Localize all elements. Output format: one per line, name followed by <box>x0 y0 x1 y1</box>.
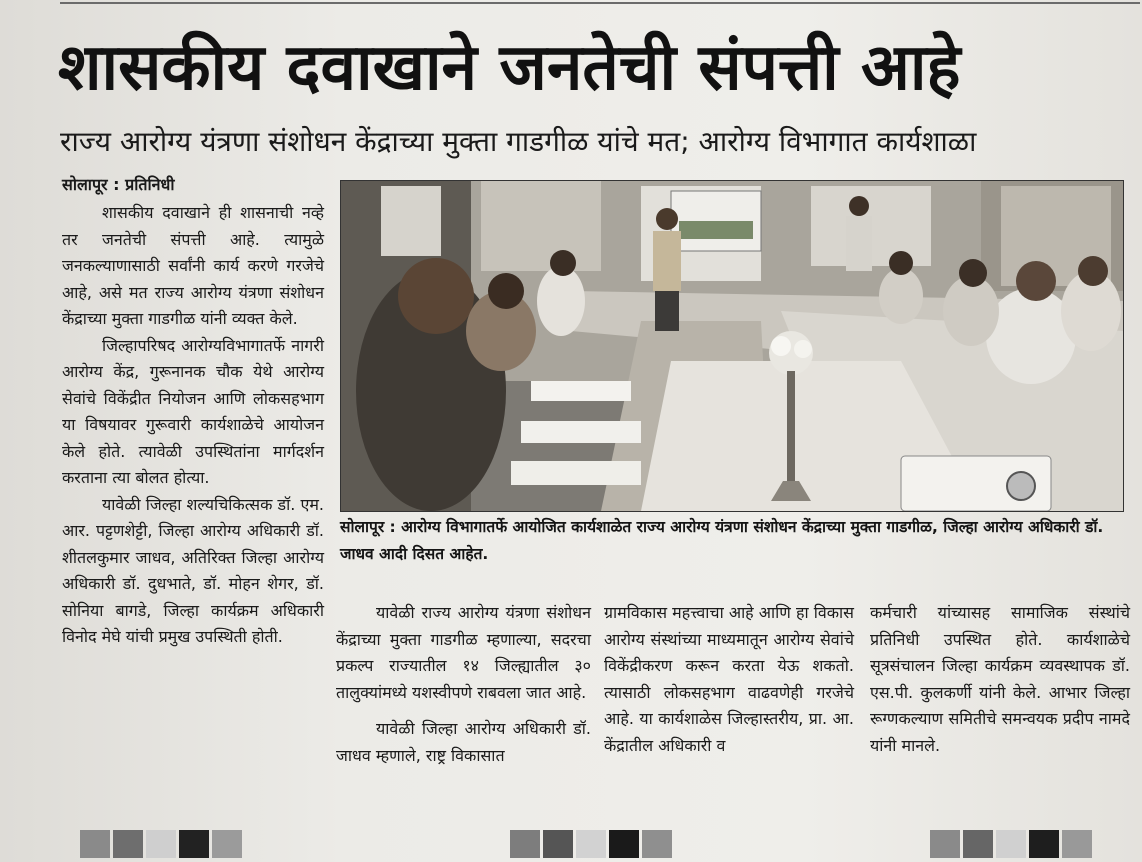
col2-paragraph-1: यावेळी राज्य आरोग्य यंत्रणा संशोधन केंद्राच्या मुक्ता गाडगीळ म्हणाल्या, सदरचा प्रकल्प राज्यातील १४ जिल्ह्यातील ३० तालुक्यांमध्ये यशस्वीपणे राबवला जात आहे. <box>336 603 591 702</box>
col1-paragraph-3: यावेळी जिल्हा शल्यचिकित्सक डॉ. एम. आर. पट्टणशेट्टी, जिल्हा आरोग्य अधिकारी डॉ. शीतलकुमार जाधव, अतिरिक्त जिल्हा आरोग्य अधिकारी डॉ. दुधभाते, डॉ. मोहन शेगर, डॉ. सोनिया बागडे, जिल्हा कार्यक्रम अधिकारी विनोद मेघे यांची प्रमुख उपस्थिती होती. <box>62 494 324 646</box>
print-registration-marks-left <box>80 830 270 860</box>
top-rule <box>60 2 1140 4</box>
workshop-photo <box>340 180 1124 512</box>
print-registration-marks-right <box>930 830 1120 860</box>
col2-paragraph-2: यावेळी जिल्हा आरोग्य अधिकारी डॉ. जाधव म्हणाले, राष्ट्र विकासात <box>336 719 591 765</box>
subheadline: राज्य आरोग्य यंत्रणा संशोधन केंद्राच्या मुक्ता गाडगीळ यांचे मत; आरोग्य विभागात कार्यशाळा <box>60 125 977 158</box>
column-1 <box>62 200 324 651</box>
col1-paragraph-2: जिल्हापरिषद आरोग्यविभागातर्फे नागरी आरोग्य केंद्र, गुरूनानक चौक येथे आरोग्य सेवांचे विकेंद्रीत नियोजन आणि लोकसहभाग या विषयावर गुरूवारी कार्यशाळेचे आयोजन केले होते. त्यावेळी उपस्थितांना मार्गदर्शन करताना त्या बोलत होत्या. <box>62 335 324 487</box>
workshop-photo-illustration <box>341 181 1123 511</box>
column-2 <box>336 600 591 769</box>
col1-paragraph-1: शासकीय दवाखाने ही शासनाची नव्हे तर जनतेची संपत्ती आहे. त्यामुळे जनकल्याणासाठी सर्वांनी कार्य करणे गरजेचे आहे, असे मत राज्य आरोग्य यंत्रणा संशोधन केंद्राच्या मुक्ता गाडगीळ यांनी व्यक्त केले. <box>62 203 324 328</box>
photo-caption: सोलापूर : आरोग्य विभागातर्फे आयोजित कार्यशाळेत राज्य आरोग्य यंत्रणा संशोधन केंद्राच्या मुक्ता गाडगीळ, जिल्हा आरोग्य अधिकारी डॉ. जाधव आदी दिसत आहेत. <box>340 518 1104 563</box>
column-4 <box>870 600 1130 759</box>
dateline: सोलापूर : प्रतिनिधी <box>62 175 175 194</box>
column-3 <box>604 600 854 759</box>
col4-paragraph-1: कर्मचारी यांच्यासह सामाजिक संस्थांचे प्रतिनिधी उपस्थित होते. कार्यशाळेचे सूत्रसंचालन जिल्हा कार्यक्रम व्यवस्थापक डॉ. एस.पी. कुलकर्णी यांनी केले. आभार जिल्हा रूग्णकल्याण समितीचे समन्वयक प्रदीप नामदे यांनी मानले. <box>870 603 1130 755</box>
headline: शासकीय दवाखाने जनतेची संपत्ती आहे <box>58 31 961 105</box>
col3-paragraph-1: ग्रामविकास महत्त्वाचा आहे आणि हा विकास आरोग्य संस्थांच्या माध्यमातून आरोग्य सेवांचे विकेंद्रीकरण करून करता येऊ शकतो. त्यासाठी लोकसहभाग वाढवणेही गरजेचे आहे. या कार्यशाळेस जिल्हास्तरीय, प्रा. आ. केंद्रातील अधिकारी व <box>604 603 854 755</box>
print-registration-marks-center <box>510 830 700 860</box>
